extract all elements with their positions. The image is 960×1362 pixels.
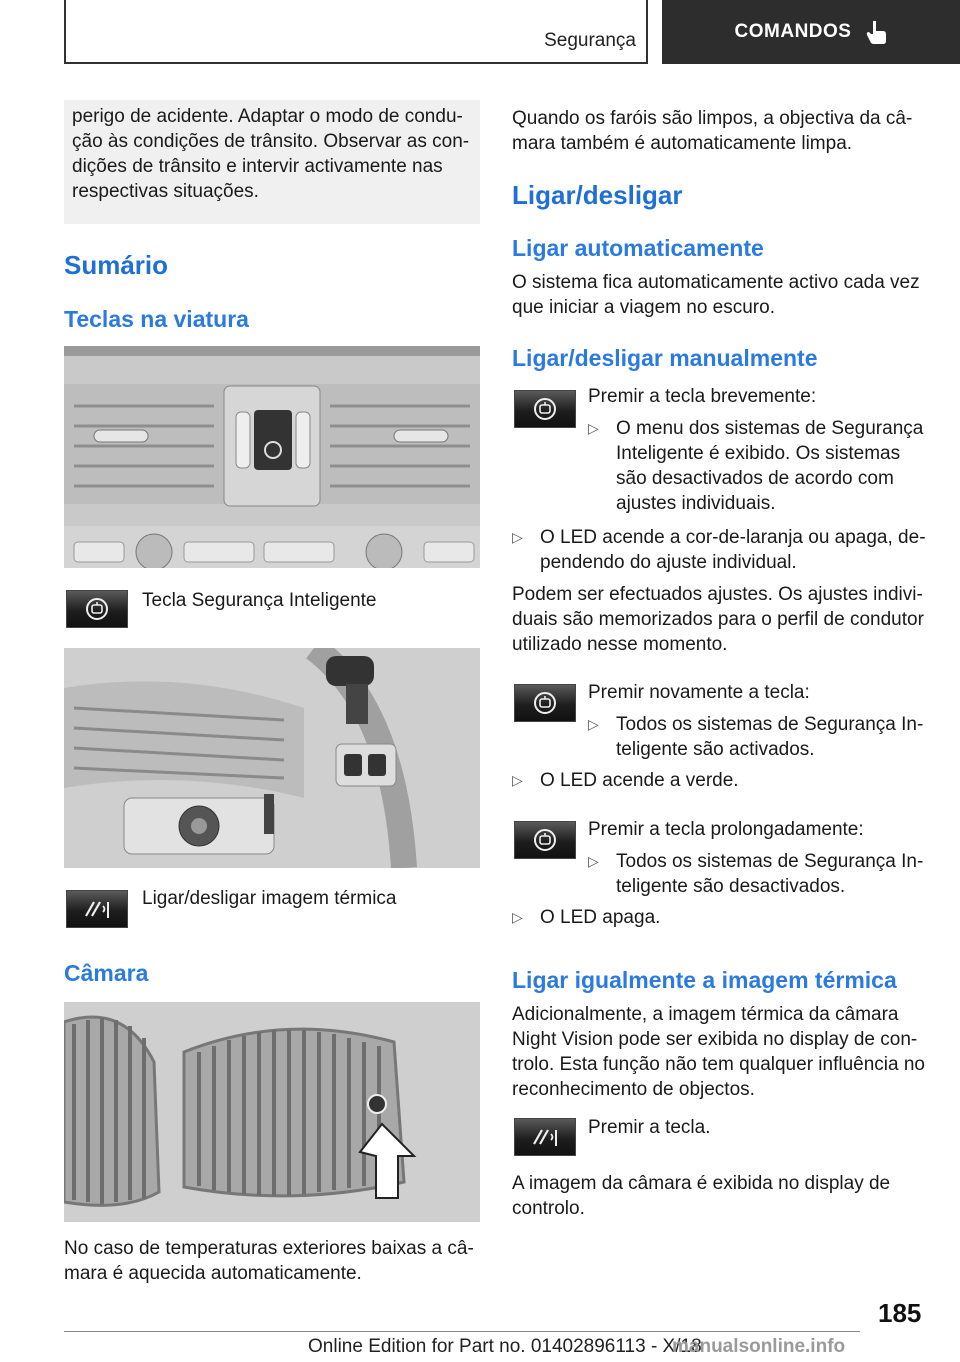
heading-manual: Ligar/desligar manualmente: [512, 345, 818, 371]
intelligent-safety-icon: [532, 690, 558, 716]
footer-divider: [64, 1331, 860, 1332]
step4-title: Premir a tecla.: [588, 1117, 711, 1138]
edition-text: Online Edition for Part no. 01402896113 - X/18: [308, 1336, 702, 1357]
heading-on-off: Ligar/desligar: [512, 180, 683, 210]
intelligent-safety-key-step1: [514, 390, 576, 428]
warning-box: [64, 100, 480, 224]
intelligent-safety-icon: [84, 596, 110, 622]
header-chapter-title: COMANDOS: [734, 21, 852, 42]
intelligent-safety-key-step3: [514, 821, 576, 859]
step1-bullet2: [512, 525, 928, 575]
step1-bullet2-text: O LED acende a cor-de-laranja ou apaga, dependendo do ajuste individual.: [540, 527, 926, 573]
step3-bullet-text: Todos os sistemas de Segurança Inteligente são desactivados.: [616, 851, 924, 897]
intelligent-safety-icon: [532, 827, 558, 853]
automatic-text: O sistema fica automaticamente activo cada vez que iniciar a viagem no escuro.: [512, 272, 920, 318]
intelligent-safety-key: [66, 590, 128, 628]
step2-bullet2: [512, 768, 928, 793]
night-vision-icon: [82, 896, 112, 922]
triangle-bullet-icon: ▷: [512, 772, 523, 788]
step3-bullet2: [512, 905, 928, 930]
triangle-bullet-icon: ▷: [588, 853, 599, 869]
step1-title: Premir a tecla brevemente:: [588, 386, 817, 407]
triangle-bullet-icon: ▷: [588, 420, 599, 436]
intelligent-safety-key-step2: [514, 684, 576, 722]
thermal-image-key-label: Ligar/desligar imagem térmica: [142, 888, 397, 909]
header-section-box: [64, 0, 648, 64]
header-chapter-tab: [662, 0, 960, 64]
pointing-hand-icon: [865, 19, 887, 45]
headlight-cleaning-text: Quando os faróis são limpos, a objectiva da câmara também é automaticamente limpa.: [512, 108, 913, 154]
step2-bullet2-text: O LED acende a verde.: [540, 770, 739, 791]
intelligent-safety-icon: [532, 396, 558, 422]
heading-camera: Câmara: [64, 960, 149, 986]
watermark: manualsonline.info: [672, 1336, 846, 1357]
step2-bullet-text: Todos os sistemas de Segurança Inteligente são activados.: [616, 714, 924, 760]
step1-bullet: [588, 416, 928, 516]
header-section-title: Segurança: [544, 30, 636, 51]
light-switch-panel-image: [64, 648, 480, 868]
step3-bullet: [588, 849, 928, 899]
thermal-text: Adicionalmente, a imagem térmica da câmara Night Vision pode ser exibida no display de controlo. Esta função não tem qualquer influência no reconhecimento de objectos.: [512, 1004, 925, 1100]
step3-bullet2-text: O LED apaga.: [540, 907, 661, 928]
result-text: A imagem da câmara é exibida no display de controlo.: [512, 1173, 891, 1219]
heading-keys-in-vehicle: Teclas na viatura: [64, 306, 249, 332]
warning-text: perigo de acidente. Adaptar o modo de condução às condições de trânsito. Observar as condições de trânsito e intervir activamente nas respectivas situações.: [72, 106, 470, 202]
heading-summary: Sumário: [64, 250, 169, 280]
triangle-bullet-icon: ▷: [588, 716, 599, 732]
heading-automatic: Ligar automaticamente: [512, 235, 764, 261]
dashboard-vents-image: [64, 346, 480, 568]
settings-text: Podem ser efectuados ajustes. Os ajustes individuais são memorizados para o perfil de condutor utilizado nesse momento.: [512, 584, 924, 655]
step2-bullet: [588, 712, 928, 762]
thermal-image-key-step4: [514, 1118, 576, 1156]
intelligent-safety-key-label: Tecla Segurança Inteligente: [142, 590, 377, 611]
front-grille-camera-image: [64, 1002, 480, 1222]
triangle-bullet-icon: ▷: [512, 909, 523, 925]
step3-title: Premir a tecla prolongadamente:: [588, 819, 864, 840]
page-number: 185: [878, 1298, 922, 1328]
step2-title: Premir novamente a tecla:: [588, 682, 810, 703]
thermal-image-key: [66, 890, 128, 928]
triangle-bullet-icon: ▷: [512, 529, 523, 545]
heading-thermal: Ligar igualmente a imagem térmica: [512, 967, 897, 993]
step1-bullet-text: O menu dos sistemas de Segurança Inteligente é exibido. Os sistemas são desactivados de acordo com ajustes individuais.: [616, 418, 924, 514]
camera-heating-text: No caso de temperaturas exteriores baixas a câmara é aquecida automaticamente.: [64, 1238, 474, 1284]
night-vision-icon: [530, 1124, 560, 1150]
